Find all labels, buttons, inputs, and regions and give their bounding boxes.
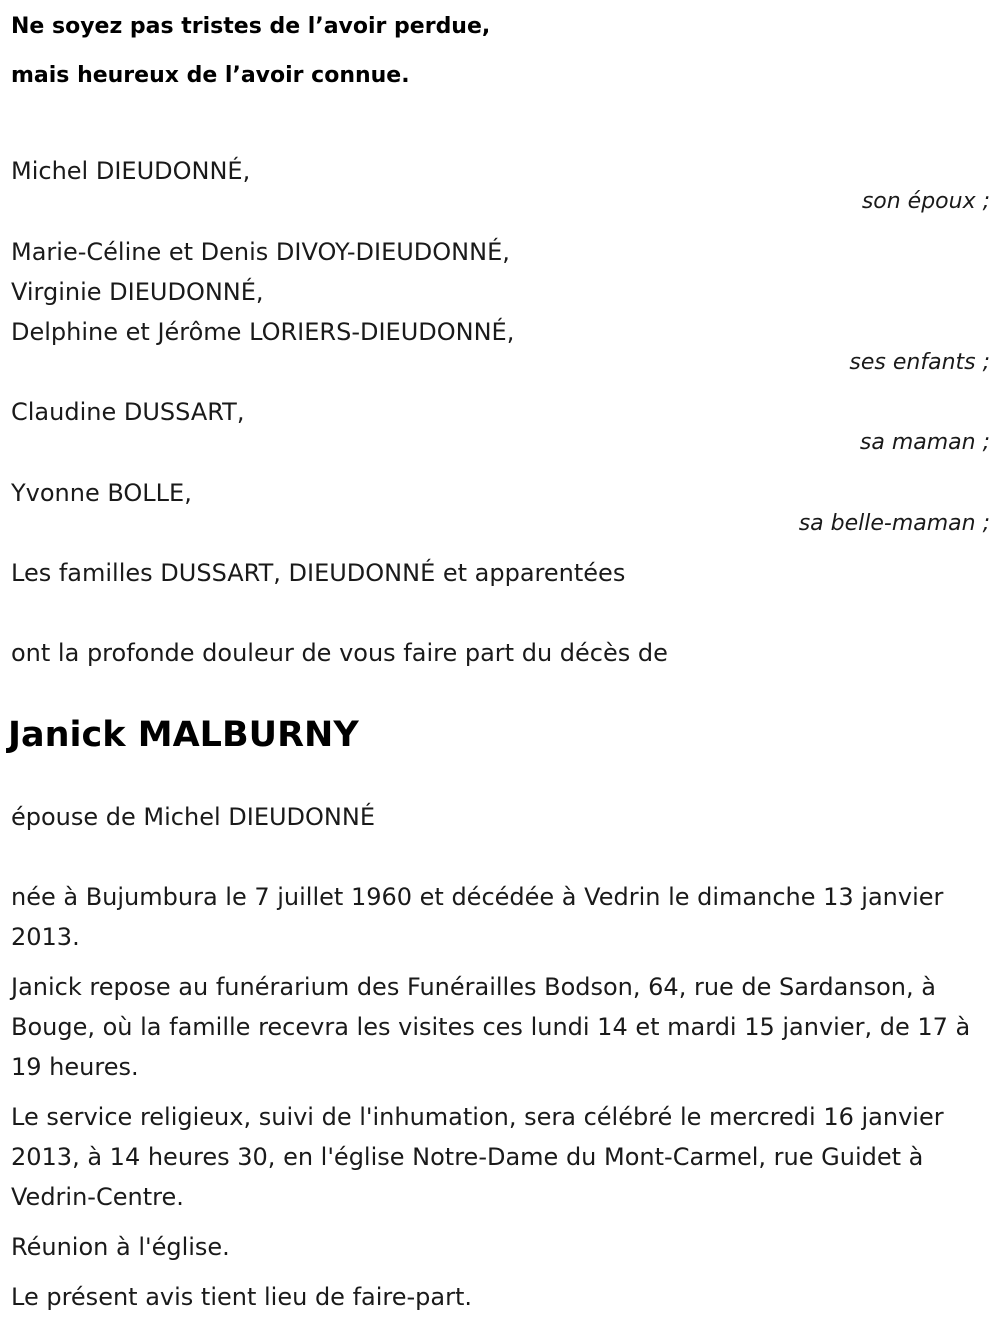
spacer [11, 593, 990, 633]
mourner-name: Virginie DIEUDONNÉ, [11, 278, 264, 306]
mourner-group-mother-in-law [11, 473, 990, 513]
spacer [11, 837, 990, 877]
opening-quote [11, 0, 990, 100]
quote-line-2: mais heureux de l’avoir connue. [11, 63, 410, 88]
paragraph-notice: Le présent avis tient lieu de faire-part. [11, 1283, 473, 1311]
mourner-group-families [11, 553, 990, 593]
spacer [11, 100, 990, 151]
spouse-line: épouse de Michel DIEUDONNÉ [11, 803, 375, 831]
spacer [11, 213, 990, 232]
mourner-name: Les familles DUSSART, DIEUDONNÉ et apparentées [11, 559, 626, 587]
spacer [11, 1087, 990, 1097]
mourner-role: ses enfants ; [849, 350, 990, 375]
spacer [11, 374, 990, 392]
mourner-name: Claudine DUSSART, [11, 398, 245, 426]
mourner-role: son époux ; [861, 189, 990, 214]
announcement-text: ont la profonde douleur de vous faire part du décès de [11, 639, 668, 667]
spacer [11, 673, 990, 713]
mourner-role: sa belle-maman ; [798, 511, 990, 536]
mourner-group-mother [11, 392, 990, 432]
mourner-role: sa maman ; [859, 430, 990, 455]
mourner-name: Yvonne BOLLE, [11, 479, 192, 507]
spacer [11, 757, 990, 797]
deceased-name: Janick MALBURNY [8, 715, 359, 755]
spacer [11, 535, 990, 553]
mourner-name: Marie-Céline et Denis DIVOY-DIEUDONNÉ, [11, 238, 510, 266]
mourner-group-spouse [11, 151, 990, 191]
paragraph-visitation: Janick repose au funérarium des Funérailles Bodson, 64, rue de Sardanson, à Bouge, où la famille recevra les visites ces lundi 14 et mardi 15 janvier, de 17 à 19 heures. [11, 973, 971, 1081]
mourner-name: Michel DIEUDONNÉ, [11, 157, 251, 185]
mourner-name: Delphine et Jérôme LORIERS-DIEUDONNÉ, [11, 318, 515, 346]
obituary-notice [8, 0, 990, 1317]
paragraph-reunion: Réunion à l'église. [11, 1233, 230, 1261]
spacer [11, 957, 990, 967]
mourner-group-children [11, 232, 990, 352]
paragraph-birth-death: née à Bujumbura le 7 juillet 1960 et décédée à Vedrin le dimanche 13 janvier 2013. [11, 883, 944, 951]
spacer [11, 1267, 990, 1277]
paragraph-service: Le service religieux, suivi de l'inhumation, sera célébré le mercredi 16 janvier 2013, à 14 heures 30, en l'église Notre-Dame du Mont-Carmel, rue Guidet à Vedrin-Centre. [11, 1103, 944, 1211]
spacer [11, 1217, 990, 1227]
spacer [11, 454, 990, 473]
quote-line-1: Ne soyez pas tristes de l’avoir perdue, [11, 14, 491, 39]
